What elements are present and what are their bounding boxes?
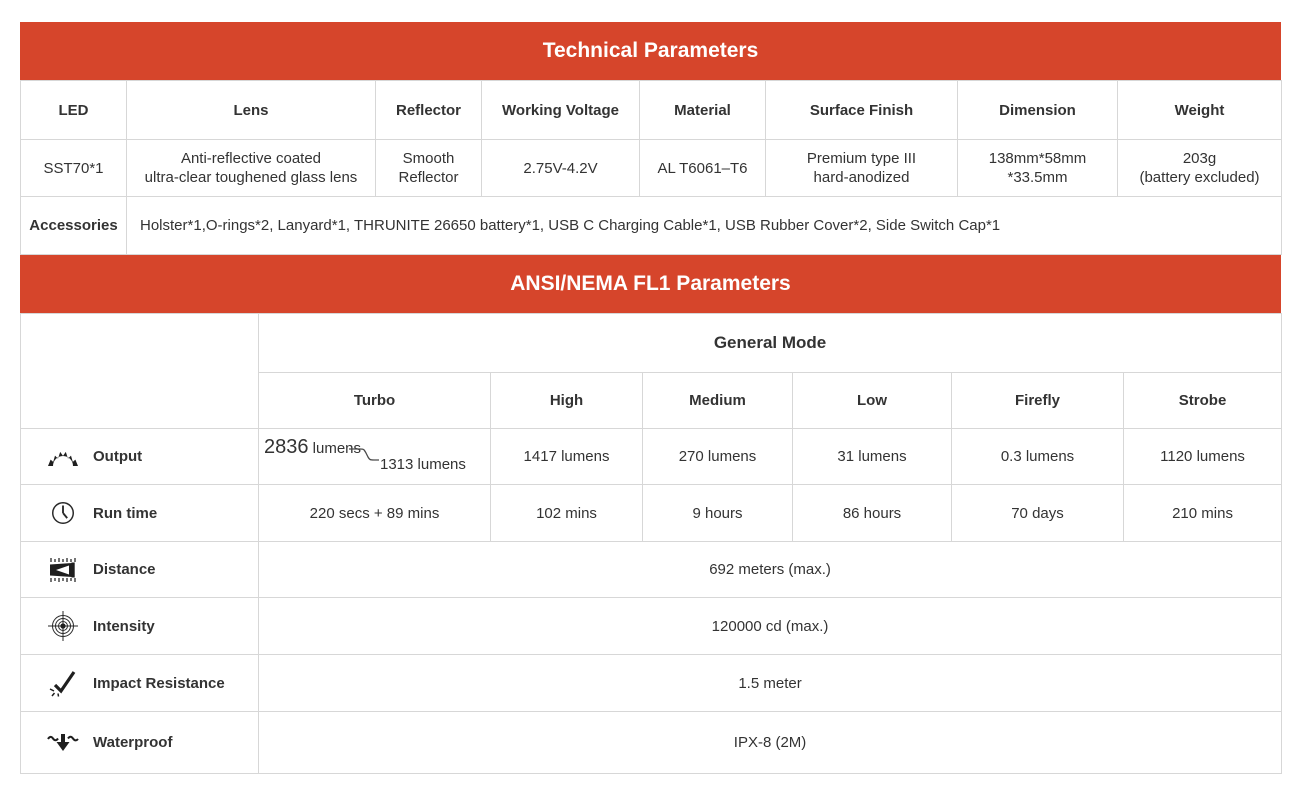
col-header-working-voltage: Working Voltage: [482, 81, 640, 140]
mode-header-high: High: [491, 373, 643, 429]
intensity-label-cell: [21, 598, 259, 655]
col-header-material: Material: [640, 81, 766, 140]
output-turbo-primary: 2836: [264, 436, 309, 458]
intensity-row: [21, 598, 1282, 655]
technical-value-row: [21, 140, 1282, 197]
output-turbo-cell: [259, 429, 491, 485]
value-dimension: 138mm*58mm *33.5mm: [958, 140, 1118, 197]
distance-label-cell: [21, 542, 259, 598]
accessories-row: [21, 197, 1282, 255]
value-weight: 203g (battery excluded): [1118, 140, 1282, 197]
runtime-clock-icon: [47, 499, 79, 527]
accessories-value: Holster*1,O-rings*2, Lanyard*1, THRUNITE 26650 battery*1, USB C Charging Cable*1, USB Rubber Cover*2, Side Switch Cap*1: [127, 197, 1282, 255]
intensity-target-icon: [47, 611, 79, 641]
output-low: 31 lumens: [793, 429, 952, 485]
waterproof-row: [21, 712, 1282, 774]
col-header-surface-finish: Surface Finish: [766, 81, 958, 140]
waterproof-label: Waterproof: [93, 734, 173, 751]
col-header-led: LED: [21, 81, 127, 140]
runtime-label-cell: [21, 485, 259, 542]
general-mode-row: [21, 314, 1282, 373]
technical-parameters-table: [20, 80, 1282, 255]
accessories-label: Accessories: [21, 197, 127, 255]
col-header-lens: Lens: [127, 81, 376, 140]
distance-ruler-icon: [47, 558, 79, 582]
technical-header-row: [21, 81, 1282, 140]
col-header-dimension: Dimension: [958, 81, 1118, 140]
mode-header-turbo: Turbo: [259, 373, 491, 429]
distance-row: [21, 542, 1282, 598]
spec-sheet: [20, 22, 1281, 774]
runtime-row: [21, 485, 1282, 542]
technical-parameters-banner: Technical Parameters: [20, 22, 1281, 80]
output-high: 1417 lumens: [491, 429, 643, 485]
runtime-firefly: 70 days: [952, 485, 1124, 542]
output-firefly: 0.3 lumens: [952, 429, 1124, 485]
output-icon: [47, 447, 79, 467]
mode-header-low: Low: [793, 373, 952, 429]
value-led: SST70*1: [21, 140, 127, 197]
runtime-label: Run time: [93, 504, 158, 522]
output-strobe: 1120 lumens: [1124, 429, 1282, 485]
runtime-strobe: 210 mins: [1124, 485, 1282, 542]
fl1-parameters-banner: ANSI/NEMA FL1 Parameters: [20, 255, 1281, 313]
impact-check-icon: [47, 669, 79, 697]
runtime-high: 102 mins: [491, 485, 643, 542]
runtime-medium: 9 hours: [643, 485, 793, 542]
waterproof-value: IPX-8 (2M): [259, 712, 1282, 774]
output-row: [21, 429, 1282, 485]
mode-header-strobe: Strobe: [1124, 373, 1282, 429]
fl1-parameters-table: [20, 313, 1282, 774]
general-mode-header: General Mode: [259, 314, 1282, 373]
impact-label-cell: [21, 655, 259, 712]
value-reflector: Smooth Reflector: [376, 140, 482, 197]
distance-value: 692 meters (max.): [259, 542, 1282, 598]
output-medium: 270 lumens: [643, 429, 793, 485]
mode-header-medium: Medium: [643, 373, 793, 429]
impact-value: 1.5 meter: [259, 655, 1282, 712]
value-material: AL T6061–T6: [640, 140, 766, 197]
value-working-voltage: 2.75V-4.2V: [482, 140, 640, 197]
waterproof-arrow-water-icon: [47, 731, 79, 755]
waterproof-label-cell: [21, 712, 259, 774]
intensity-value: 120000 cd (max.): [259, 598, 1282, 655]
runtime-turbo: 220 secs + 89 mins: [259, 485, 491, 542]
impact-label: Impact Resistance: [93, 674, 225, 692]
mode-header-firefly: Firefly: [952, 373, 1124, 429]
output-label: Output: [93, 448, 143, 465]
output-turbo-secondary: 1313 lumens: [380, 456, 466, 473]
output-turbo-unit: lumens: [312, 440, 362, 457]
fl1-corner-cell: [21, 314, 259, 429]
output-label-cell: [21, 429, 259, 485]
col-header-weight: Weight: [1118, 81, 1282, 140]
runtime-low: 86 hours: [793, 485, 952, 542]
value-surface-finish: Premium type III hard-anodized: [766, 140, 958, 197]
step-down-connector: [348, 445, 380, 463]
impact-row: [21, 655, 1282, 712]
col-header-reflector: Reflector: [376, 81, 482, 140]
value-lens: Anti-reflective coated ultra-clear toughened glass lens: [127, 140, 376, 197]
distance-label: Distance: [93, 561, 156, 578]
intensity-label: Intensity: [93, 617, 155, 635]
